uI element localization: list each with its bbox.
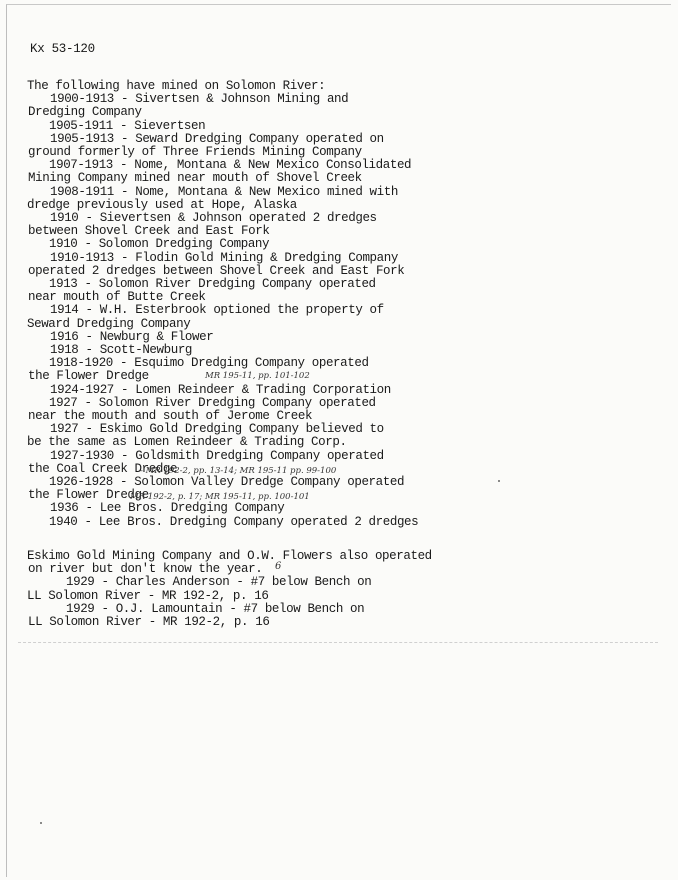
text-line: 1914 - W.H. Esterbrook optioned the property of: [50, 303, 384, 318]
text-line: 1900-1913 - Sivertsen & Johnson Mining and: [50, 92, 349, 107]
text-line: 1910-1913 - Flodin Gold Mining & Dredging Company: [50, 250, 398, 265]
text-line: 1927-1930 - Goldsmith Dredging Company operated: [50, 448, 384, 463]
text-line: near the mouth and south of Jerome Creek: [28, 409, 313, 423]
text-line: Seward Dredging Company: [27, 316, 191, 331]
text-line: the Flower Dredge: [28, 488, 149, 503]
text-line: near mouth of Butte Creek: [28, 290, 206, 305]
text-line: 1905-1913 - Seward Dredging Company operated on: [50, 131, 384, 146]
text-line: 1908-1911 - Nome, Montana & New Mexico mined with: [50, 184, 398, 199]
text-line: 1927 - Solomon River Dredging Company operated: [49, 395, 376, 410]
handwritten-note-flower: MR 192-2, p. 17; MR 195-11, pp. 100-101: [130, 492, 310, 502]
text-line: 1905-1911 - Sievertsen: [49, 118, 206, 133]
handwritten-note-coal-creek: - MR 192-2, pp. 13-14; MR 195-11 pp. 99-100: [140, 466, 337, 476]
text-line: 1929 - Charles Anderson - #7 below Bench on: [66, 575, 372, 590]
text-line: Mining Company mined near mouth of Shovel Creek: [28, 171, 362, 186]
text-line: 1927 - Eskimo Gold Dredging Company believed to: [50, 422, 384, 437]
text-line: ground formerly of Three Friends Mining Company: [28, 145, 362, 159]
handwritten-note-lomen: MR 195-11, pp. 101-102: [205, 371, 310, 381]
text-line: LL Solomon River - MR 192-2, p. 16: [27, 588, 269, 603]
text-line: 1918-1920 - Esquimo Dredging Company operated: [49, 356, 369, 371]
text-line: 1910 - Solomon Dredging Company: [49, 237, 270, 252]
text-line: be the same as Lomen Reindeer & Trading Corp.: [27, 435, 347, 450]
text-line: the Coal Creek Dredge: [28, 461, 178, 476]
handwritten-mark: 6: [275, 561, 282, 572]
scan-speck: [40, 822, 42, 824]
text-line: between Shovel Creek and East Fork: [28, 224, 270, 239]
page-divider: [18, 642, 658, 643]
text-line: on river but don't know the year.: [28, 562, 263, 577]
text-line: Eskimo Gold Mining Company and O.W. Flowers also operated: [27, 549, 432, 563]
text-line: operated 2 dredges between Shovel Creek and East Fork: [28, 263, 405, 278]
text-line: LL Solomon River - MR 192-2, p. 16: [28, 615, 270, 629]
text-line: dredge previously used at Hope, Alaska: [27, 197, 297, 212]
text-line: 1907-1913 - Nome, Montana & New Mexico Consolidated: [49, 158, 412, 173]
text-line: 1929 - O.J. Lamountain - #7 below Bench on: [66, 601, 365, 616]
text-line: The following have mined on Solomon River:: [27, 79, 326, 93]
text-line: the Flower Dredge: [28, 369, 149, 384]
text-line: 1924-1927 - Lomen Reindeer & Trading Corporation: [50, 382, 391, 397]
text-line: 1918 - Scott-Newburg: [50, 343, 193, 357]
scan-speck: [498, 480, 500, 482]
text-line: 1913 - Solomon River Dredging Company operated: [49, 277, 376, 291]
text-line: 1916 - Newburg & Flower: [50, 329, 214, 344]
document-id: Kx 53-120: [30, 42, 95, 56]
text-line: 1940 - Lee Bros. Dredging Company operated 2 dredges: [49, 514, 419, 529]
text-line: 1936 - Lee Bros. Dredging Company: [50, 501, 285, 516]
text-line: 1910 - Sievertsen & Johnson operated 2 dredges: [50, 211, 377, 225]
text-line: Dredging Company: [28, 105, 142, 120]
text-line: 1926-1928 - Solomon Valley Dredge Company operated: [49, 475, 405, 489]
